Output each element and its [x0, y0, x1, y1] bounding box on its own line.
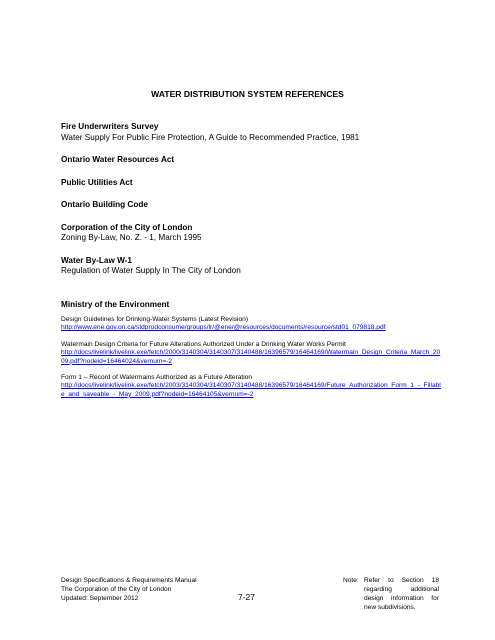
section-heading: Water By-Law W-1 — [61, 255, 132, 265]
reference-link[interactable]: http://docs/livelink/livelink.exe/fetch/2000/3140304/3140307/3140488/16396579/16464169/Watermain_Design_Criteria_March_2009.pdf?nodeid=16464024&vernum=-2 — [61, 349, 441, 365]
section-heading: Public Utilities Act — [61, 177, 133, 187]
references-content — [61, 122, 441, 399]
section-heading: Ontario Water Resources Act — [61, 155, 175, 164]
section-city-of-london — [61, 223, 441, 244]
footer-note — [343, 576, 439, 612]
reference-title: Design Guidelines for Drinking-Water Systems (Latest Revision) — [61, 316, 249, 323]
footer-manual-info — [61, 576, 197, 603]
section-fire-underwriters — [61, 122, 441, 143]
footer-line: Updated: September 2012 — [61, 595, 139, 602]
section-text: Regulation of Water Supply In The City of London — [61, 266, 241, 275]
page-title: WATER DISTRIBUTION SYSTEM REFERENCES — [151, 89, 344, 99]
section-water-bylaw — [61, 256, 441, 277]
section-text: Water Supply For Public Fire Protection, A Guide to Recommended Practice, 1981 — [61, 132, 360, 142]
section-ontario-building-code — [61, 200, 441, 211]
section-heading: Ontario Building Code — [61, 200, 148, 209]
section-heading: Corporation of the City of London — [61, 222, 193, 232]
section-public-utilities-act — [61, 178, 441, 189]
reference-title: Form 1 – Record of Watermains Authorized as a Future Alteration — [61, 374, 253, 382]
section-heading: Ministry of the Environment — [61, 299, 170, 309]
reference-link[interactable]: http://www.ene.gov.on.ca/stdprodconsume/groups/lr/@ene/@resources/documents/resource/std01_079818.pdf — [61, 324, 386, 332]
section-text: Zoning By-Law, No. Z. - 1, March 1995 — [61, 233, 202, 242]
reference-item — [61, 374, 441, 399]
reference-title: Watermain Design Criteria for Future Alterations Authorized Under a Drinking Water Works Permit — [61, 340, 346, 348]
reference-item — [61, 341, 441, 366]
page-number: 7-27 — [238, 592, 256, 602]
reference-link[interactable]: http://docs/livelink/livelink.exe/fetch/2003/3140304/3140307/3140488/16396579/16464169/Future_Authorization_Form_1_-_Fillable_and_saveable_-_May_2009.pdf?nodeid=16464105&vernum=-2 — [61, 382, 441, 398]
note-text: Refer to Section 18 regarding additional design information for new subdivisions. — [364, 577, 439, 611]
note-label: Note: — [343, 577, 359, 584]
section-heading: Fire Underwriters Survey — [61, 122, 159, 131]
reference-list — [61, 316, 441, 399]
footer-line: The Corporation of the City of London — [61, 586, 172, 593]
section-ontario-water-resources-act — [61, 155, 441, 166]
reference-item — [61, 316, 441, 333]
footer-line: Design Specifications & Requirements Manual — [61, 577, 197, 584]
section-ministry-environment — [61, 300, 441, 311]
